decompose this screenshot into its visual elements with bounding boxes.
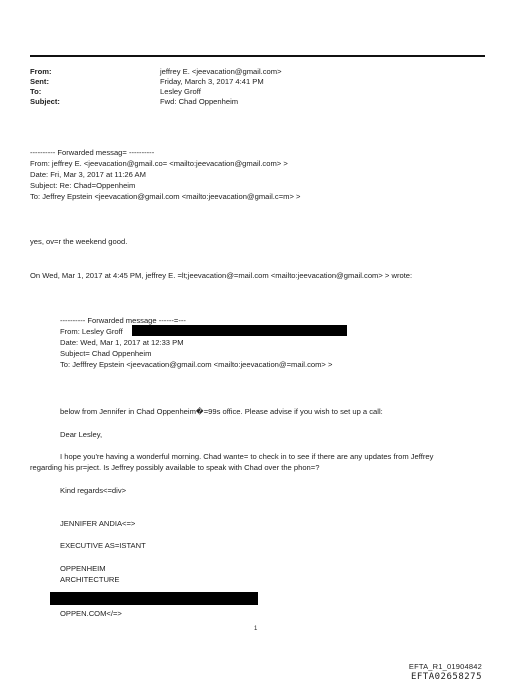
subject-label: Subject:	[30, 97, 60, 106]
signature-company-line2: ARCHITECTURE	[60, 575, 120, 584]
forward2-divider: ---------- Forwarded message ------=---	[60, 316, 186, 325]
page-number: 1	[254, 626, 258, 632]
signature-company-line1: OPPENHEIM	[60, 564, 106, 573]
forward1-to: To: Jeffrey Epstein <jeevacation@gmail.com <mailto:jeevacation@gmail.c=m> >	[30, 192, 301, 201]
sent-label: Sent:	[30, 77, 49, 86]
to-value: Lesley Groff	[160, 87, 201, 96]
forward1-subject: Subject: Re: Chad=Oppenheim	[30, 181, 136, 190]
forward2-from: From: Lesley Groff	[60, 327, 123, 336]
header-sent-row	[30, 77, 282, 87]
forward1-date: Date: Fri, Mar 3, 2017 at 11:26 AM	[30, 170, 146, 179]
redaction-bar	[132, 325, 347, 336]
forward1-from: From: jeffrey E. <jeevacation@gmail.co= <mailto:jeevacation@gmail.com> >	[30, 159, 288, 168]
subject-value: Fwd: Chad Oppenheim	[160, 97, 239, 106]
from-value: jeffrey E. <jeevacation@gmail.com>	[160, 67, 282, 76]
forward1-divider: ---------- Forwarded messag= ----------	[30, 148, 155, 157]
header-rule	[30, 55, 485, 57]
forward2-subject: Subject= Chad Oppenheim	[60, 349, 152, 358]
forward2-date: Date: Wed, Mar 1, 2017 at 12:33 PM	[60, 338, 184, 347]
header-from-row	[30, 67, 282, 77]
body-intro: below from Jennifer in Chad Oppenheim�=99s office. Please advise if you wish to set up a call:	[60, 407, 383, 416]
signature-title: EXECUTIVE AS=ISTANT	[60, 541, 146, 550]
signature-name: JENNIFER ANDIA<=>	[60, 519, 136, 528]
header-to-row	[30, 87, 282, 97]
footer-id-secondary: EFTA02658275	[410, 672, 482, 682]
reply-text: yes, ov=r the weekend good.	[30, 237, 128, 246]
email-header	[30, 67, 282, 107]
header-subject-row	[30, 97, 282, 107]
forward2-to: To: Jefffrey Epstein <jeevacation@gmail.com <mailto:jeevacation@=mail.com> >	[60, 360, 333, 369]
from-label: From:	[30, 67, 52, 76]
on-wrote-line: On Wed, Mar 1, 2017 at 4:45 PM, jeffrey E. =lt;jeevacation@=mail.com <mailto:jeevacation@gmail.com> > wrote:	[30, 271, 413, 280]
redaction-bar	[50, 592, 258, 605]
signature-web: OPPEN.COM</=>	[60, 609, 122, 618]
to-label: To:	[30, 87, 42, 96]
footer-id-primary: EFTA_R1_01904842	[408, 662, 482, 671]
body-para-line1: I hope you're having a wonderful morning. Chad wante= to check in to see if there are any updates from Jeffrey	[60, 452, 434, 461]
sent-value: Friday, March 3, 2017 4:41 PM	[160, 77, 264, 86]
body-closing: Kind regards<=div>	[60, 486, 127, 495]
body-salutation: Dear Lesley,	[60, 430, 103, 439]
body-para-line2: regarding his pr=ject. Is Jeffrey possibly available to speak with Chad over the phon=?	[30, 463, 320, 472]
